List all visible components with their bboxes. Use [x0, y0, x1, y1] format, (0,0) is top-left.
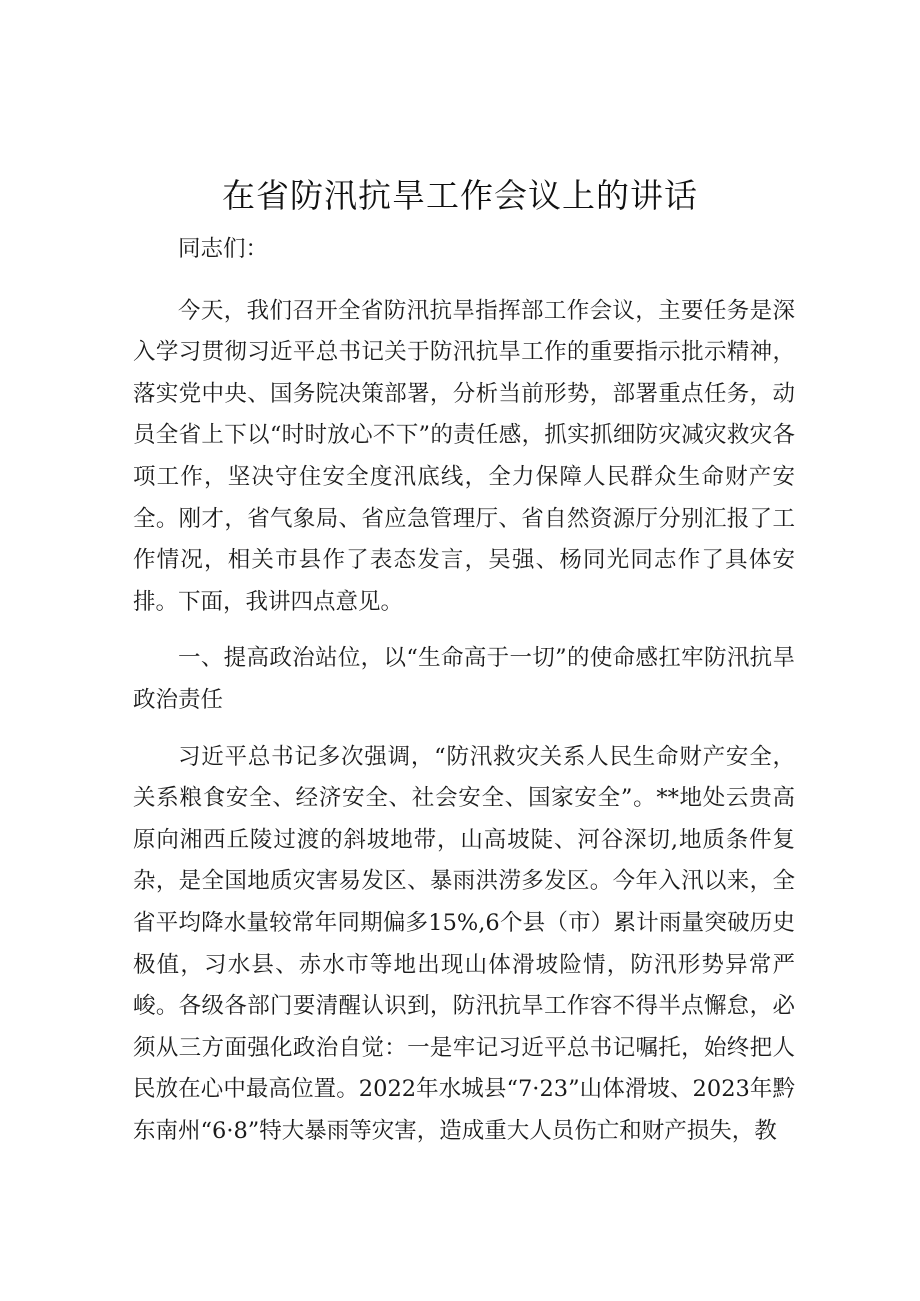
paragraph-opening: 今天，我们召开全省防汛抗旱指挥部工作会议，主要任务是深入学习贯彻习近平总书记关于防汛抗旱工作的重要指示批示精神，落实党中央、国务院决策部署，分析当前形势，部署重点任务，动员全省上下以“时时放心不下”的责任感，抓实抓细防灾减灾救灾各项工作，坚决守住安全度汛底线，全力保障人民群众生命财产安全。刚才，省气象局、省应急管理厅、省自然资源厅分别汇报了工作情况，相关市县作了表态发言，吴强、杨同光同志作了具体安排。下面，我讲四点意见。	[133, 297, 795, 615]
document-title: 在省防汛抗旱工作会议上的讲话	[222, 176, 698, 215]
salutation: 同志们：	[178, 236, 269, 262]
paragraph-section-1: 习近平总书记多次强调，“防汛救灾关系人民生命财产安全，关系粮食安全、经济安全、社会安全、国家安全”。**地处云贵高原向湘西丘陵过渡的斜坡地带，山高坡陡、河谷深切,地质条件复杂，是全国地质灾害易发区、暴雨洪涝多发区。今年入汛以来，全省平均降水量较常年同期偏多15%,6个县（市）累计雨量突破历史极值，习水县、赤水市等地出现山体滑坡险情，防汛形势异常严峻。各级各部门要清醒认识到，防汛抗旱工作容不得半点懈怠，必须从三方面强化政治自觉：一是牢记习近平总书记嘱托，始终把人民放在心中最高位置。2022年水城县“7·23”山体滑坡、2023年黔东南州“6·8”特大暴雨等灾害，造成重大人员伤亡和财产损失，教	[133, 743, 795, 1144]
document-body	[133, 229, 795, 1167]
section-heading-1: 一、提高政治站位，以“生命高于一切”的使命感扛牢防汛抗旱政治责任	[133, 645, 795, 713]
